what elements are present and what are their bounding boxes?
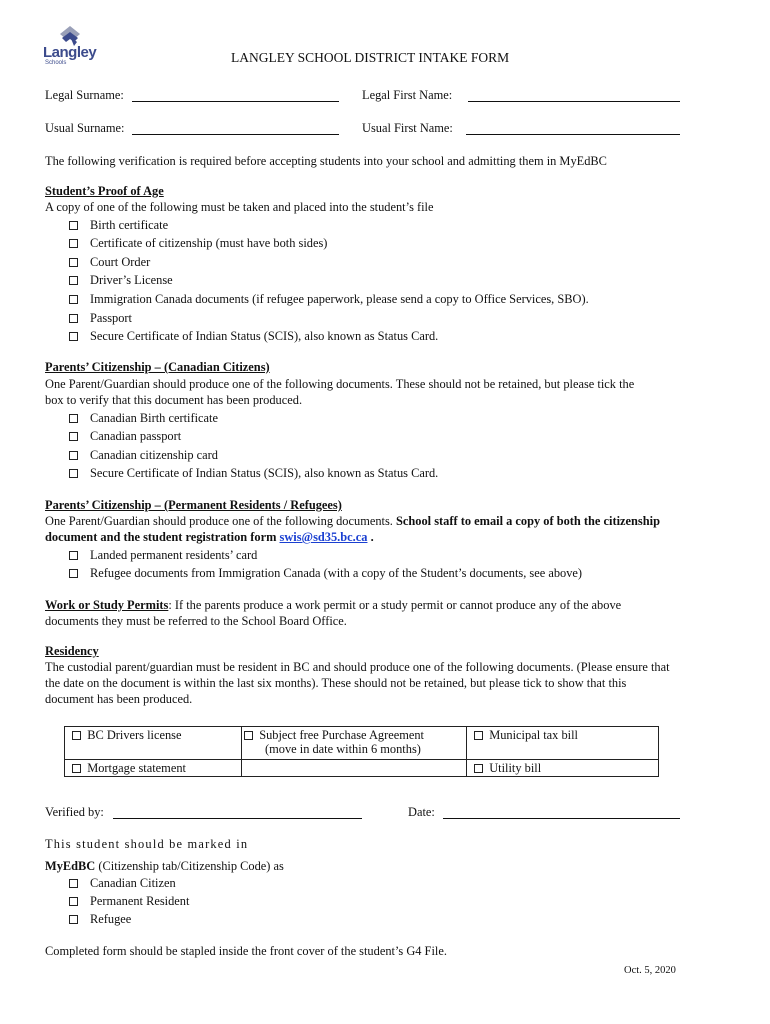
permits-text: : If the parents produce a work permit or a study permit or cannot produce any of the above xyxy=(168,598,622,612)
myedbc-label: MyEdBC xyxy=(45,859,96,873)
checkbox[interactable] xyxy=(72,764,81,773)
table-cell[interactable] xyxy=(467,760,659,777)
list-item[interactable] xyxy=(69,466,438,481)
permits-line2: documents they must be referred to the School Board Office. xyxy=(45,614,347,628)
list-item[interactable] xyxy=(69,411,218,426)
permits-line1 xyxy=(45,598,621,613)
canadian-desc-line2: box to verify that this document has been produced. xyxy=(45,393,303,407)
cell-label: Subject free Purchase Agreement xyxy=(259,728,425,742)
checkbox[interactable] xyxy=(69,469,78,478)
date-field[interactable] xyxy=(443,818,680,819)
item-label: Driver’s License xyxy=(90,273,173,287)
residency-line2: the date on the document is within the last six months). These should not be retained, but please tick to show that this xyxy=(45,676,627,690)
cell-label-2: (move in date within 6 months) xyxy=(265,742,421,756)
checkbox[interactable] xyxy=(244,731,253,740)
list-item[interactable] xyxy=(69,273,173,288)
checkbox[interactable] xyxy=(69,915,78,924)
list-item[interactable] xyxy=(69,236,327,251)
email-link[interactable]: swis@sd35.bc.ca xyxy=(279,530,368,544)
canadian-desc-line1: One Parent/Guardian should produce one of the following documents. These should not be retained, but please tick the xyxy=(45,377,635,391)
item-label: Refugee documents from Immigration Canada (with a copy of the Student’s documents, see above) xyxy=(90,566,583,580)
item-label: Canadian citizenship card xyxy=(90,448,218,462)
usual-surname-label: Usual Surname: xyxy=(45,121,125,135)
checkbox[interactable] xyxy=(69,432,78,441)
residency-line1: The custodial parent/guardian must be resident in BC and should produce one of the following documents. (Please ensure that xyxy=(45,660,670,674)
checkbox[interactable] xyxy=(69,332,78,341)
item-label: Secure Certificate of Indian Status (SCIS), also known as Status Card. xyxy=(90,466,439,480)
marked-line1: This student should be marked in xyxy=(45,837,249,851)
checkbox[interactable] xyxy=(69,314,78,323)
checkbox[interactable] xyxy=(69,569,78,578)
list-item[interactable] xyxy=(69,894,189,909)
legal-surname-label: Legal Surname: xyxy=(45,88,124,102)
item-label: Canadian Citizen xyxy=(90,876,176,890)
table-row xyxy=(65,727,659,760)
logo-text: Langley xyxy=(43,44,97,61)
permits-heading: Work or Study Permits xyxy=(45,598,169,612)
list-item[interactable] xyxy=(69,912,131,927)
proof-of-age-heading: Student’s Proof of Age xyxy=(45,184,164,198)
list-item[interactable] xyxy=(69,218,168,233)
verified-by-label: Verified by: xyxy=(45,805,104,819)
usual-surname-field[interactable] xyxy=(132,134,339,135)
permanent-desc-bold-2: document and the student registration form xyxy=(45,530,277,544)
usual-first-name-label: Usual First Name: xyxy=(362,121,453,135)
item-label: Permanent Resident xyxy=(90,894,190,908)
list-item[interactable] xyxy=(69,876,176,891)
cell-label: Utility bill xyxy=(489,761,542,775)
residency-heading: Residency xyxy=(45,644,99,658)
cell-label: Mortgage statement xyxy=(87,761,186,775)
list-item[interactable] xyxy=(69,566,582,581)
permanent-desc-line2 xyxy=(45,530,374,545)
permanent-desc-line1 xyxy=(45,514,660,529)
checkbox[interactable] xyxy=(69,897,78,906)
item-label: Secure Certificate of Indian Status (SCIS), also known as Status Card. xyxy=(90,329,439,343)
proof-of-age-desc: A copy of one of the following must be taken and placed into the student’s file xyxy=(45,200,434,214)
intro-text: The following verification is required before accepting students into your school and admitting them in MyEdBC xyxy=(45,154,607,168)
item-label: Immigration Canada documents (if refugee paperwork, please send a copy to Office Services, SBO). xyxy=(90,292,589,306)
item-label: Court Order xyxy=(90,255,151,269)
residency-line3: document has been produced. xyxy=(45,692,193,706)
checkbox[interactable] xyxy=(474,731,483,740)
table-cell[interactable] xyxy=(65,727,242,760)
checkbox[interactable] xyxy=(69,258,78,267)
item-label: Passport xyxy=(90,311,132,325)
item-label: Landed permanent residents’ card xyxy=(90,548,258,562)
table-cell[interactable] xyxy=(467,727,659,760)
canadian-citizens-heading: Parents’ Citizenship – (Canadian Citizens) xyxy=(45,360,270,374)
permanent-desc-end: . xyxy=(367,530,374,544)
marked-line2-rest: (Citizenship tab/Citizenship Code) as xyxy=(95,859,284,873)
item-label: Birth certificate xyxy=(90,218,169,232)
checkbox[interactable] xyxy=(72,731,81,740)
page-title: LANGLEY SCHOOL DISTRICT INTAKE FORM xyxy=(231,50,510,65)
checkbox[interactable] xyxy=(69,276,78,285)
table-cell[interactable] xyxy=(242,727,467,760)
cell-label: BC Drivers license xyxy=(87,728,182,742)
langley-logo xyxy=(40,24,100,70)
date-stamp: Oct. 5, 2020 xyxy=(624,965,676,976)
item-label: Refugee xyxy=(90,912,132,926)
list-item[interactable] xyxy=(69,292,589,307)
table-cell[interactable] xyxy=(65,760,242,777)
list-item[interactable] xyxy=(69,448,218,463)
list-item[interactable] xyxy=(69,329,438,344)
item-label: Canadian passport xyxy=(90,429,182,443)
list-item[interactable] xyxy=(69,255,150,270)
permanent-desc-bold: School staff to email a copy of both the citizenship xyxy=(396,514,660,528)
list-item[interactable] xyxy=(69,429,181,444)
verified-by-field[interactable] xyxy=(113,818,362,819)
legal-surname-field[interactable] xyxy=(132,101,339,102)
checkbox[interactable] xyxy=(69,221,78,230)
checkbox[interactable] xyxy=(69,295,78,304)
legal-first-name-label: Legal First Name: xyxy=(362,88,453,102)
date-label: Date: xyxy=(408,805,435,819)
marked-line2 xyxy=(45,859,284,874)
cell-label: Municipal tax bill xyxy=(489,728,578,742)
table-cell-empty xyxy=(242,760,467,777)
usual-first-name-field[interactable] xyxy=(466,134,680,135)
permanent-residents-heading: Parents’ Citizenship – (Permanent Residents / Refugees) xyxy=(45,498,342,512)
table-row xyxy=(65,760,659,777)
footer-note: Completed form should be stapled inside the front cover of the student’s G4 File. xyxy=(45,944,447,958)
residency-table xyxy=(64,726,659,777)
legal-first-name-field[interactable] xyxy=(468,101,680,102)
checkbox[interactable] xyxy=(69,879,78,888)
checkbox[interactable] xyxy=(69,414,78,423)
list-item[interactable] xyxy=(69,548,257,563)
item-label: Certificate of citizenship (must have both sides) xyxy=(90,236,328,250)
permanent-desc-plain: One Parent/Guardian should produce one of the following documents. xyxy=(45,514,396,528)
list-item[interactable] xyxy=(69,311,132,326)
checkbox[interactable] xyxy=(69,239,78,248)
checkbox[interactable] xyxy=(69,551,78,560)
logo-subtext: Schools xyxy=(45,60,67,66)
checkbox[interactable] xyxy=(474,764,483,773)
item-label: Canadian Birth certificate xyxy=(90,411,218,425)
checkbox[interactable] xyxy=(69,451,78,460)
